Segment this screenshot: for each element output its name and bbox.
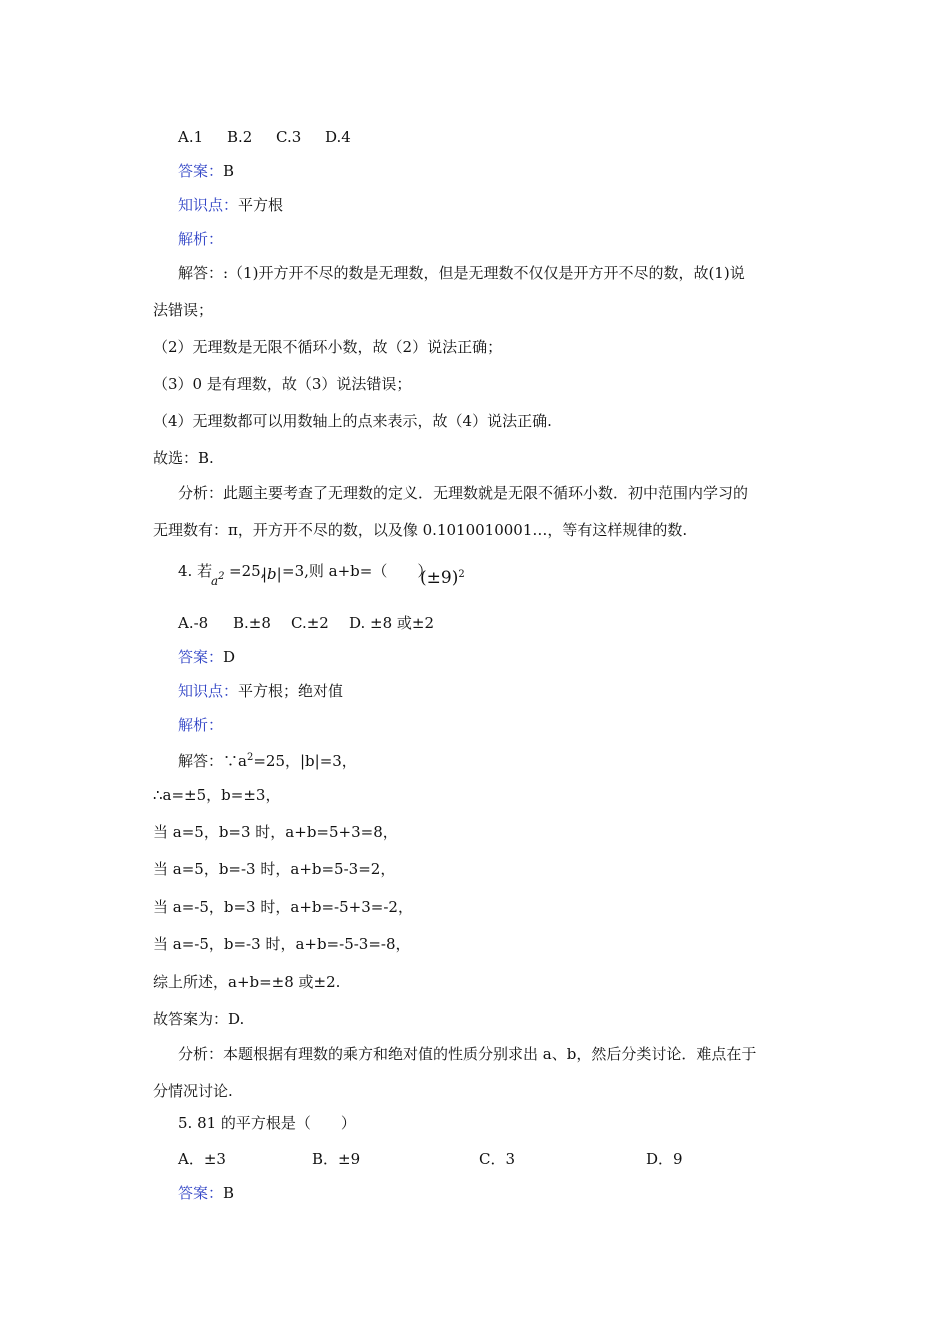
q3-knowledge [178,195,283,215]
q4-comment-line1: 分析：本题根据有理数的乘方和绝对值的性质分别求出 a、b，然后分类讨论．难点在于 [178,1045,757,1063]
q4-final: 故答案为：D. [153,1010,245,1028]
q3-option-a: A.1 [178,128,204,146]
q5-options [178,1149,683,1169]
q3-step2: （2）无理数是无限不循环小数，故（2）说法正确； [153,338,503,356]
q5-option-d: D．9 [646,1150,683,1168]
q4-comment-line2: 分情况讨论. [153,1082,233,1100]
answer-label: 答案： [178,648,224,666]
q3-choose: 故选：B. [153,449,214,467]
answer-label: 答案： [178,1184,224,1202]
knowledge-label: 知识点： [178,682,239,700]
q4-option-c: C.±2 [291,614,329,632]
q4-answer [178,647,235,667]
q3-comment-line1: 分析：此题主要考查了无理数的定义．无理数就是无限不循环小数．初中范围内学习的 [178,484,749,502]
q3-comment-line2: 无理数有：π，开方开不尽的数，以及像 0.1010010001…，等有这样规律的数. [153,521,688,539]
answer-value: D [223,648,236,666]
q4-summary: 综上所述，a+b=±8 或±2. [153,973,341,991]
knowledge-value: 平方根 [238,196,284,214]
q4-knowledge [178,681,343,701]
q4-case3: 当 a=-5，b=3 时，a+b=-5+3=-2， [153,898,413,916]
knowledge-label: 知识点： [178,196,239,214]
q4-option-b: B.±8 [233,614,271,632]
q3-analysis-label: 解析： [178,230,224,248]
q4-case4: 当 a=-5，b=-3 时，a+b=-5-3=-8， [153,935,411,953]
q4-option-d: D. ±8 或±2 [349,614,435,632]
q3-solution-line2: 法错误； [153,301,214,319]
q3-step3: （3）0 是有理数，故（3）说法错误； [153,375,412,393]
q5-option-b: B．±9 [312,1150,361,1168]
q3-solution-line1: 解答：:（1)开方开不尽的数是无理数，但是无理数不仅仅是开方开不尽的数，故(1)说 [178,264,745,282]
q5-stem: 5. 81 的平方根是（ ） [178,1114,356,1132]
q3-option-d: D.4 [325,128,351,146]
answer-value: B [223,1184,235,1202]
q4-analysis-label: 解析： [178,716,224,734]
q5-option-c: C．3 [479,1150,516,1168]
q4-stem-mid1: =25, [229,562,266,580]
q4-therefore: ∴a=±5，b=±3， [153,786,281,804]
q4-options [178,613,434,633]
q3-option-b: B.2 [227,128,253,146]
q3-options [178,127,351,147]
q4-stem-mid2: =3,则 a+b=（ ） [282,562,433,580]
q3-option-c: C.3 [276,128,302,146]
q4-stem-extra: $(\pm 9)^2$ [420,568,465,588]
q4-stem-prefix: 4. 若 [178,562,213,580]
q4-solution: 解答：$\because a^2=25$，|b|=3， [178,752,357,770]
q4-stem-abs: |b| [262,565,282,583]
answer-value: B [223,162,235,180]
q4-case2: 当 a=5，b=-3 时，a+b=5-3=2， [153,860,396,878]
q5-option-a: A．±3 [178,1150,226,1168]
q5-answer [178,1183,234,1203]
q4-stem-a: $a^2$ [211,571,225,588]
knowledge-value: 平方根；绝对值 [238,682,344,700]
q3-answer [178,161,234,181]
q4-option-a: A.-8 [178,614,209,632]
q4-case1: 当 a=5，b=3 时，a+b=5+3=8， [153,823,398,841]
q3-step4: （4）无理数都可以用数轴上的点来表示，故（4）说法正确. [153,412,552,430]
answer-label: 答案： [178,162,224,180]
